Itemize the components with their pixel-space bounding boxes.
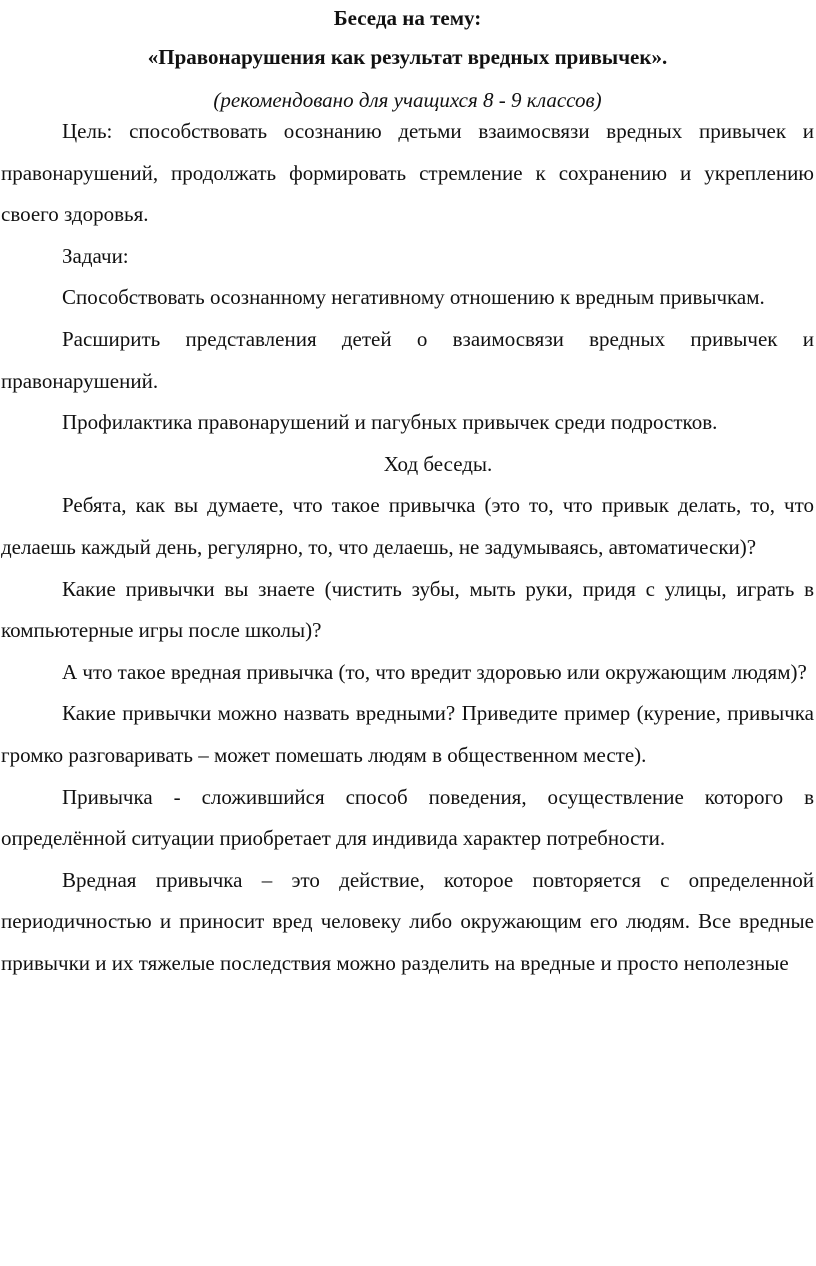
paragraph-tasks-heading: Задачи:	[62, 243, 129, 268]
paragraph-goal: Цель: способствовать осознанию детьми взаимосвязи вредных привычек и правонарушений, продолжать формировать стремление к сохранению и укреплению своего здоровья.	[1, 119, 814, 227]
document-title-line1: Беседа на тему:	[333, 6, 482, 30]
paragraph-task-1: Способствовать осознанному негативному отношению к вредным привычкам.	[62, 285, 765, 310]
document-title-line2: «Правонарушения как результат вредных привычек».	[147, 45, 668, 69]
section-heading-course: Ход беседы.	[383, 451, 493, 476]
document-subtitle: (рекомендовано для учащихся 8 - 9 классов)	[213, 88, 602, 112]
paragraph-definition-habit: Привычка - сложившийся способ поведения, осуществление которого в определённой ситуации приобретает для индивида характер потребности.	[1, 784, 814, 851]
paragraph-task-2: Расширить представления детей о взаимосвязи вредных привычек и правонарушений.	[1, 326, 814, 393]
paragraph-definition-bad-habit: Вредная привычка – это действие, которое повторяется с определенной периодичностью и приносит вред человеку либо окружающим его людям. Все вредные привычки и их тяжелые последствия можно разделить на вредные и просто неполезные	[1, 867, 814, 975]
paragraph-question-examples: Какие привычки можно назвать вредными? Приведите пример (курение, привычка громко разговаривать – может помешать людям в общественном месте).	[1, 701, 814, 767]
paragraph-task-3: Профилактика правонарушений и пагубных привычек среди подростков.	[62, 410, 718, 435]
paragraph-question-known-habits: Какие привычки вы знаете (чистить зубы, мыть руки, придя с улицы, играть в компьютерные игры после школы)?	[1, 576, 814, 643]
paragraph-question-bad-habit: А что такое вредная привычка (то, что вредит здоровью или окружающим людям)?	[62, 659, 807, 684]
paragraph-question-habit: Ребята, как вы думаете, что такое привычка (это то, что привык делать, то, что делаешь каждый день, регулярно, то, что делаешь, не задумываясь, автоматически)?	[1, 493, 814, 559]
